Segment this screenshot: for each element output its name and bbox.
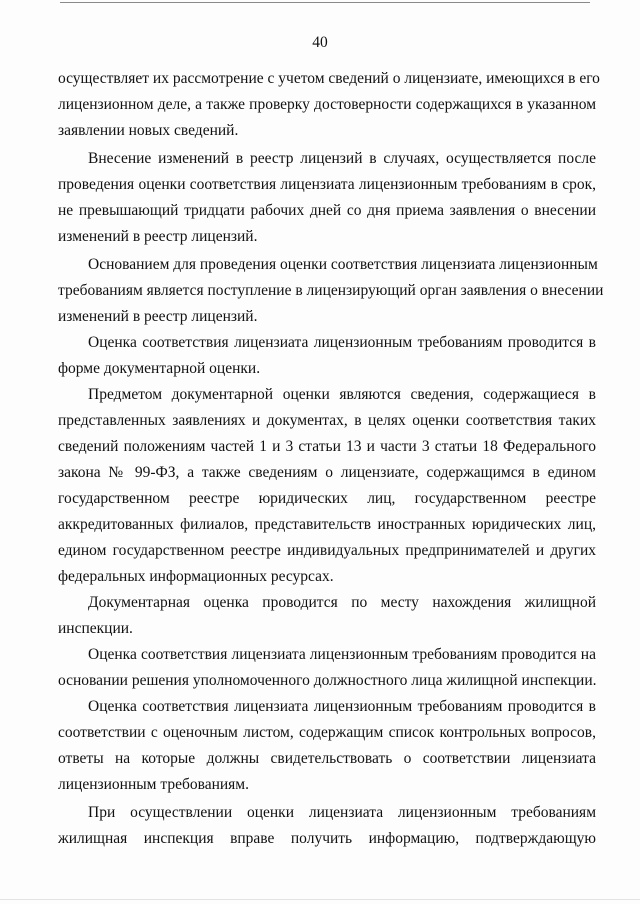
text-line: Оценка соответствия лицензиата лицензионным требованиям проводится в <box>88 334 596 351</box>
text-line: Предметом документарной оценки являются сведения, содержащиеся в <box>88 386 596 403</box>
text-line: При осуществлении оценки лицензиата лицензионным требованиям <box>88 804 596 821</box>
text-line: Внесение изменений в реестр лицензий в случаях, осуществляется после <box>88 150 596 167</box>
text-line: государственном реестре юридических лиц, государственном реестре <box>58 490 596 507</box>
text-line: представленных заявлениях и документах, в целях оценки соответствия таких <box>58 412 596 429</box>
text-line: Оценка соответствия лицензиата лицензионным требованиям проводится на <box>88 646 596 663</box>
text-line: изменений в реестр лицензий. <box>58 308 258 325</box>
text-line: Оценка соответствия лицензиата лицензионным требованиям проводится в <box>88 698 596 715</box>
text-line: лицензионном деле, а также проверку достоверности содержащихся в указанном <box>58 96 596 113</box>
text-line: Документарная оценка проводится по месту нахождения жилищной <box>88 594 596 611</box>
bottom-edge <box>0 899 640 900</box>
text-line: жилищная инспекция вправе получить информацию, подтверждающую <box>58 830 596 847</box>
text-line: основании решения уполномоченного должностного лица жилищной инспекции. <box>58 672 597 689</box>
text-line: федеральных информационных ресурсах. <box>58 568 334 585</box>
text-line: аккредитованных филиалов, представительств иностранных юридических лиц, <box>58 516 596 533</box>
text-line: ответы на которые должны свидетельствовать о соответствии лицензиата <box>58 750 596 767</box>
page-number: 40 <box>312 34 328 51</box>
text-line: лицензионным требованиям. <box>58 776 249 793</box>
text-line: форме документарной оценки. <box>58 360 261 377</box>
text-line: заявлении новых сведений. <box>58 122 239 139</box>
text-line: соответствии с оценочным листом, содержащим список контрольных вопросов, <box>58 724 596 741</box>
text-line: требованиям является поступление в лицензирующий орган заявления о внесении <box>58 282 604 299</box>
text-line: не превышающий тридцати рабочих дней со дня приема заявления о внесении <box>58 202 596 219</box>
text-line: проведения оценки соответствия лицензиата лицензионным требованиям в срок, <box>58 176 596 193</box>
text-line: Основанием для проведения оценки соответствия лицензиата лицензионным <box>88 256 598 273</box>
text-line: осуществляет их рассмотрение с учетом сведений о лицензиате, имеющихся в его <box>58 70 600 87</box>
text-line: едином государственном реестре индивидуальных предпринимателей и других <box>58 542 596 559</box>
top-rule <box>60 2 590 3</box>
text-line: сведений положениям частей 1 и 3 статьи 13 и части 3 статьи 18 Федерального <box>58 438 596 455</box>
text-line: инспекции. <box>58 620 133 637</box>
text-line: изменений в реестр лицензий. <box>58 228 258 245</box>
text-line: закона № 99-ФЗ, а также сведениям о лицензиате, содержащимся в едином <box>58 464 596 481</box>
